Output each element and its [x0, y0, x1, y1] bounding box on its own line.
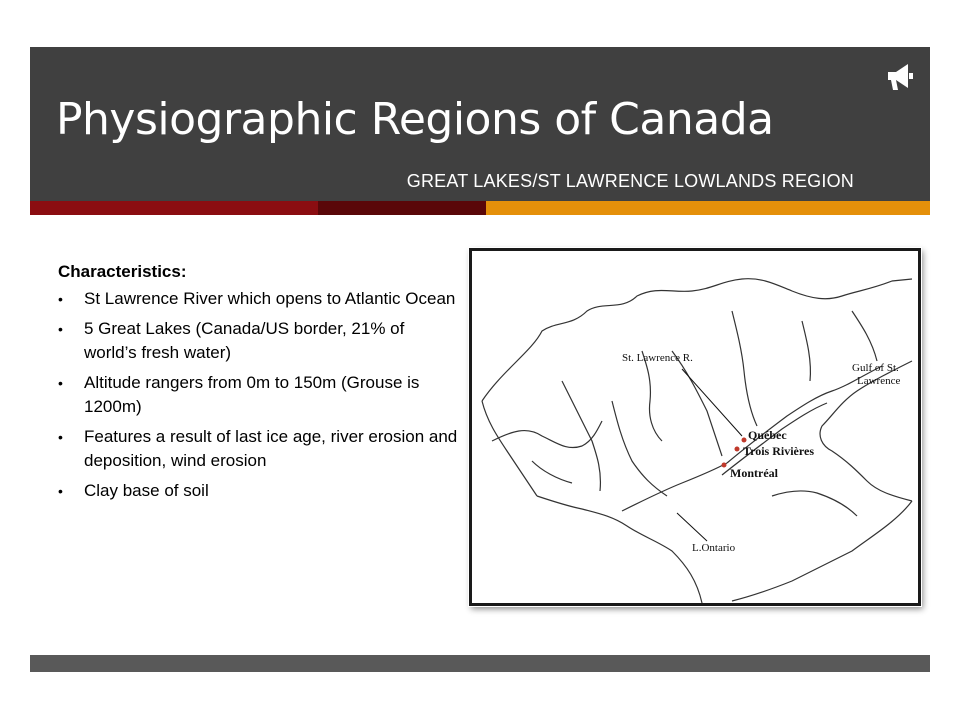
gulf-label-line1: Gulf of St. [852, 362, 899, 374]
list-item [58, 425, 458, 473]
bullet-marker: • [58, 291, 63, 307]
bullet-marker: • [58, 375, 63, 391]
accent-stripe-darkred [318, 201, 486, 215]
lake-ontario-label: L.Ontario [692, 542, 736, 554]
bullhorn-icon [886, 61, 914, 91]
region-map [469, 248, 921, 606]
bullet-marker: • [58, 483, 63, 499]
slide-title: Physiographic Regions of Canada [56, 94, 774, 145]
bullet-text: Clay base of soil [84, 481, 209, 500]
st-lawrence-label: St. Lawrence R. [622, 352, 693, 364]
bullet-text: Features a result of last ice age, river erosion and deposition, wind erosion [84, 427, 458, 470]
map-outline [482, 279, 912, 603]
bullet-text: St Lawrence River which opens to Atlantic Ocean [84, 289, 456, 308]
characteristics-heading: Characteristics: [58, 262, 187, 281]
slide-subtitle: GREAT LAKES/ST LAWRENCE LOWLANDS REGION [406, 171, 854, 191]
quebec-city-marker [742, 438, 747, 443]
map-drawing [472, 251, 918, 603]
trois-rivieres-marker [735, 447, 740, 452]
characteristics-list [58, 287, 458, 503]
lake-pointer-line [677, 513, 707, 541]
montreal-marker [722, 463, 727, 468]
footer-bar [30, 655, 930, 672]
bullet-marker: • [58, 429, 63, 445]
gulf-label-line2: Lawrence [857, 375, 901, 387]
title-header [30, 47, 930, 201]
characteristics-text [58, 260, 458, 509]
quebec-label: Québec [748, 428, 787, 442]
list-item [58, 371, 458, 419]
list-item [58, 479, 458, 503]
bullet-marker: • [58, 321, 63, 337]
bullet-text: 5 Great Lakes (Canada/US border, 21% of world’s fresh water) [84, 319, 405, 362]
list-item [58, 317, 458, 365]
bullet-text: Altitude rangers from 0m to 150m (Grouse is 1200m) [84, 373, 420, 416]
list-item [58, 287, 458, 311]
montreal-label: Montréal [730, 466, 778, 480]
trois-rivieres-label: Trois Rivières [743, 444, 814, 458]
accent-stripe-red [30, 201, 318, 215]
accent-stripe-orange [486, 201, 930, 215]
